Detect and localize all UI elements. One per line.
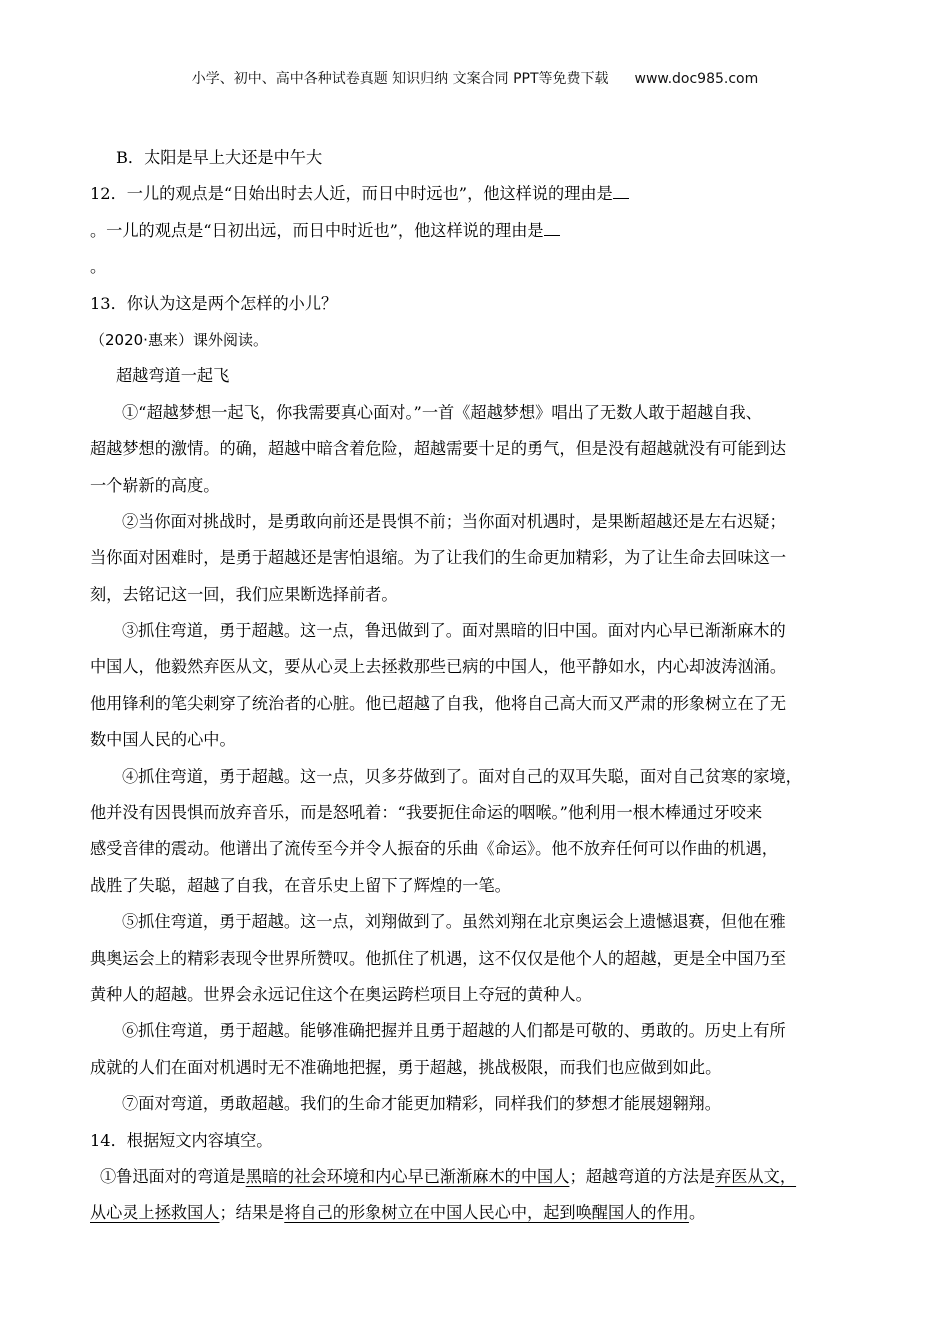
paragraph-4-line: ④抓住弯道，勇于超越。这一点，贝多芬做到了。面对自己的双耳失聪，面对自己贫寒的家境，: [122, 766, 802, 786]
answer-blank: [613, 184, 629, 199]
paragraph-2-line: 当你面对困难时，是勇于超越还是害怕退缩。为了让我们的生命更加精彩，为了让生命去回味这一: [90, 548, 787, 568]
reading-source: （2020·惠来）课外阅读。: [90, 330, 268, 349]
paragraph-5-line: 典奥运会上的精彩表现令世界所赞叹。他抓住了机遇，这不仅仅是他个人的超越，更是全中国乃至: [90, 948, 787, 968]
paragraph-4-line: 他并没有因畏惧而放弃音乐，而是怒吼着：“我要扼住命运的咽喉。”他利用一根木棒通过牙咬来: [90, 803, 763, 823]
q14-stem: 14．根据短文内容填空。: [90, 1130, 273, 1150]
paragraph-1-line: ①“超越梦想一起飞，你我需要真心面对。”一首《超越梦想》唱出了无数人敢于超越自我、: [122, 402, 762, 422]
paragraph-6-line: 成就的人们在面对机遇时无不准确地把握，勇于超越，挑战极限，而我们也应做到如此。: [90, 1057, 722, 1077]
q14-answer-line1: ①鲁迅面对的弯道是黑暗的社会环境和内心早已渐渐麻木的中国人；超越弯道的方法是弃医从文，: [100, 1166, 797, 1186]
paragraph-6-line: ⑥抓住弯道，勇于超越。能够准确把握并且勇于超越的人们都是可敬的、勇敢的。历史上有所: [122, 1021, 786, 1041]
q13: 13．你认为这是两个怎样的小儿？: [90, 293, 338, 313]
paragraph-2-line: 刻，去铭记这一回，我们应果断选择前者。: [90, 584, 398, 604]
q12-line3: 。: [90, 257, 107, 277]
answer-blank: [544, 221, 560, 236]
paragraph-4-line: 战胜了失聪，超越了自我，在音乐史上留下了辉煌的一笔。: [90, 875, 511, 895]
paragraph-7-line: ⑦面对弯道，勇敢超越。我们的生命才能更加精彩，同样我们的梦想才能展翅翱翔。: [122, 1094, 721, 1114]
q12-line2: 。一儿的观点是“日初出远，而日中时近也”，他这样说的理由是: [90, 213, 870, 249]
paragraph-3-line: 中国人，他毅然弃医从文，要从心灵上去拯救那些已病的中国人，他平静如水，内心却波涛汹涌。: [90, 657, 787, 677]
paragraph-3-line: 他用锋利的笔尖刺穿了统治者的心脏。他已超越了自我，他将自己高大而又严肃的形象树立在了无: [90, 693, 787, 713]
paragraph-5-line: ⑤抓住弯道，勇于超越。这一点，刘翔做到了。虽然刘翔在北京奥运会上遗憾退赛，但他在雅: [122, 912, 786, 932]
paragraph-3-line: 数中国人民的心中。: [90, 730, 236, 750]
q14-answer-line2: 从心灵上拯救国人；结果是将自己的形象树立在中国人民心中，起到唤醒国人的作用。: [90, 1203, 706, 1223]
paragraph-2-line: ②当你面对挑战时，是勇敢向前还是畏惧不前；当你面对机遇时，是果断超越还是左右迟疑；: [122, 511, 786, 531]
article-paragraphs: [90, 395, 870, 1123]
document-body: [90, 140, 870, 1232]
paragraph-3-line: ③抓住弯道，勇于超越。这一点，鲁迅做到了。面对黑暗的旧中国。面对内心早已渐渐麻木的: [122, 621, 786, 641]
paragraph-4-line: 感受音律的震动。他谱出了流传至今并令人振奋的乐曲《命运》。他不放弃任何可以作曲的机遇，: [90, 839, 778, 859]
paragraph-5-line: 黄种人的超越。世界会永远记住这个在奥运跨栏项目上夺冠的黄种人。: [90, 984, 592, 1004]
header-text: 小学、初中、高中各种试卷真题 知识归纳 文案合同 PPT等免费下载: [191, 71, 609, 87]
paragraph-1-line: 一个崭新的高度。: [90, 475, 220, 495]
header-site: www.doc985.com: [634, 71, 759, 87]
answer-2b: 从心灵上拯救国人: [90, 1203, 220, 1223]
article-title: 超越弯道一起飞: [116, 366, 230, 386]
paragraph-1-line: 超越梦想的激情。的确，超越中暗含着危险，超越需要十足的勇气，但是没有超越就没有可能到达: [90, 439, 787, 459]
answer-1: 黑暗的社会环境和内心早已渐渐麻木的中国人: [245, 1166, 570, 1186]
q12-line1: 12．一儿的观点是“日始出时去人近，而日中时远也”，他这样说的理由是: [90, 176, 870, 212]
answer-3: 将自己的形象树立在中国人民心中，起到唤醒国人的作用: [284, 1203, 689, 1223]
answer-2a: 弃医从文，: [715, 1166, 797, 1186]
page-header: [0, 68, 950, 88]
option-b: B．太阳是早上大还是中午大: [116, 148, 323, 167]
